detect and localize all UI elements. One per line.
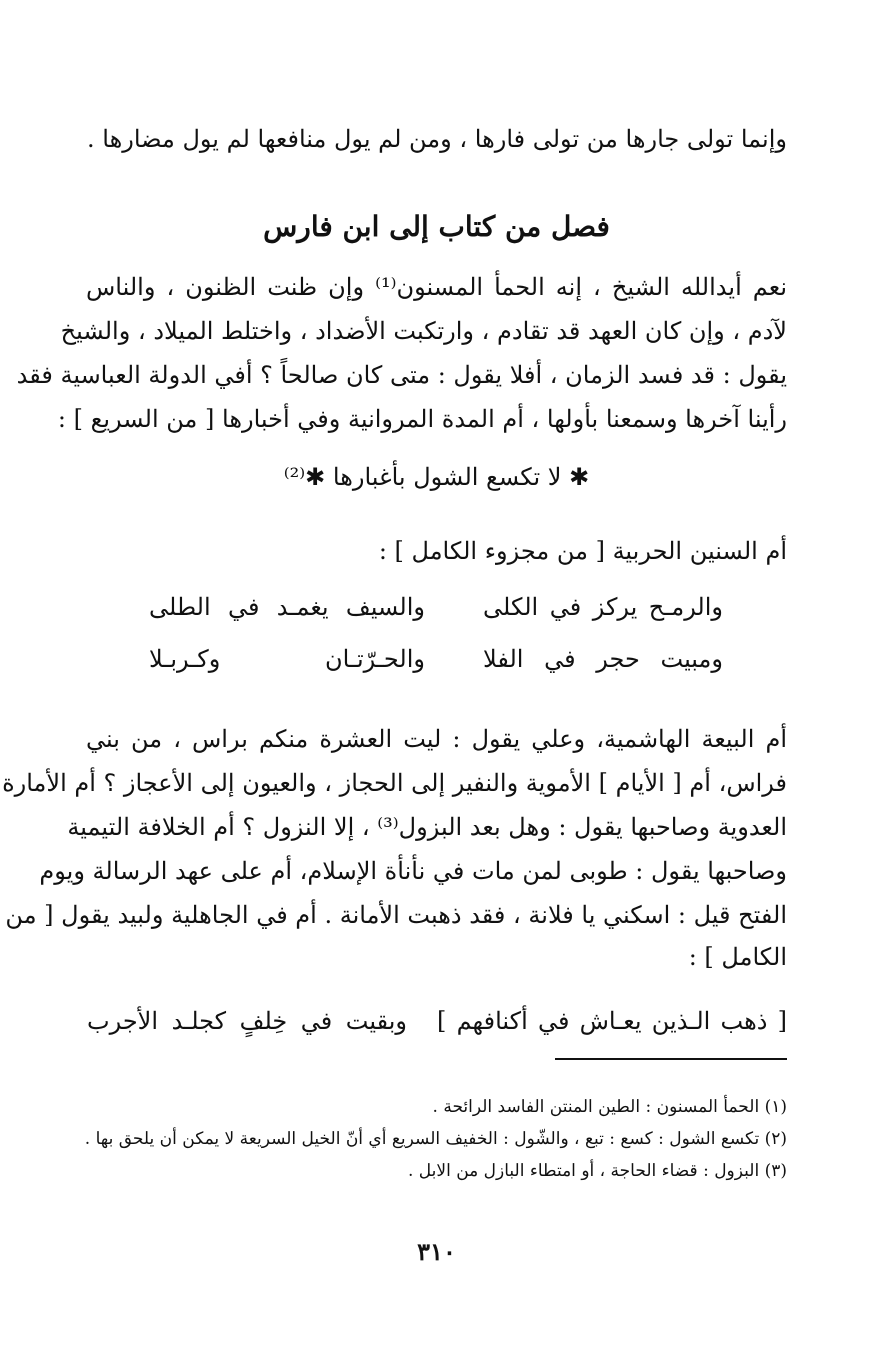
verse-1-hemistich-1a: والرمـح يركز في الكلى (483, 593, 723, 621)
verse-2-hemistich-a: [ ذهب الـذين يعـاش في أكنافهم ] (437, 1007, 787, 1035)
paragraph-1-line-1: نعم أيدالله الشيخ ، إنه الحمأ المسنون⁽¹⁾ وإن ظنت الظنون ، والناس (86, 273, 788, 301)
paragraph-1-line-2: لآدم ، وإن كان العهد قد تقادم ، وارتكبت الأضداد ، واختلط الميلاد ، والشيخ (60, 317, 787, 345)
section-heading: فصل من كتاب إلى ابن فارس (263, 210, 610, 243)
footnote-2: (٢) تكسع الشول : كسع : تبع ، والشّول : الخفيف السريع أي أنّ الخيل السريعة لا يمكن أن يلحق بها . (84, 1129, 787, 1149)
paragraph-2-line-4: وصاحبها يقول : طوبى لمن مات في نأنأة الإسلام، أم على عهد الرسالة ويوم (39, 857, 787, 885)
opening-line: وإنما تولى جارها من تولى فارها ، ومن لم يول منافعها لم يول مضارها . (87, 125, 787, 153)
verse-1-hemistich-1b: والسيف يغمـد في الطلى (149, 593, 425, 621)
paragraph-1-line-3: يقول : قد فسد الزمان ، أفلا يقول : متى كان صالحاً ؟ أفي الدولة العباسية فقد (16, 361, 787, 389)
footnote-separator (555, 1058, 787, 1060)
paragraph-2-line-5: الفتح قيل : اسكني يا فلانة ، فقد ذهبت الأمانة . أم في الجاهلية ولبيد يقول [ من (5, 901, 787, 929)
verse-1-hemistich-2a: ومبيت حجر في الفلا (483, 645, 723, 673)
paragraph-1-line-4: رأينا آخرها وسمعنا بأولها ، أم المدة المروانية وفي أخبارها [ من السريع ] : (57, 405, 787, 433)
meter-intro-line: أم السنين الحربية [ من مجزوء الكامل ] : (378, 537, 787, 565)
paragraph-2-line-6: الكامل ] : (688, 943, 787, 971)
paragraph-2-line-3: العدوية وصاحبها يقول : وهل بعد البزول⁽³⁾ ، إلا النزول ؟ أم الخلافة التيمية (67, 813, 787, 841)
verse-1-hemistich-2b: والحـرّتـان وكـربـلا (149, 645, 425, 673)
footnote-1: (١) الحمأ المسنون : الطين المنتن الفاسد الرائحة . (432, 1097, 787, 1117)
quoted-hemistich: ✱ لا تكسع الشول بأغبارها ✱⁽²⁾ (283, 463, 590, 491)
verse-2-hemistich-b: وبقيت في خِلفٍ كجلـد الأجرب (87, 1007, 407, 1035)
paragraph-2-line-2: فراس، أم [ الأيام ] الأموية والنفير إلى الحجاز ، والعيون إلى الأعجاز ؟ أم الأمارة (2, 769, 787, 797)
page-number: ٣١٠ (417, 1237, 456, 1266)
paragraph-2-line-1: أم البيعة الهاشمية، وعلي يقول : ليت العشرة منكم براس ، من بني (86, 725, 787, 753)
footnote-3: (٣) البزول : قضاء الحاجة ، أو امتطاء البازل من الابل . (407, 1161, 787, 1181)
